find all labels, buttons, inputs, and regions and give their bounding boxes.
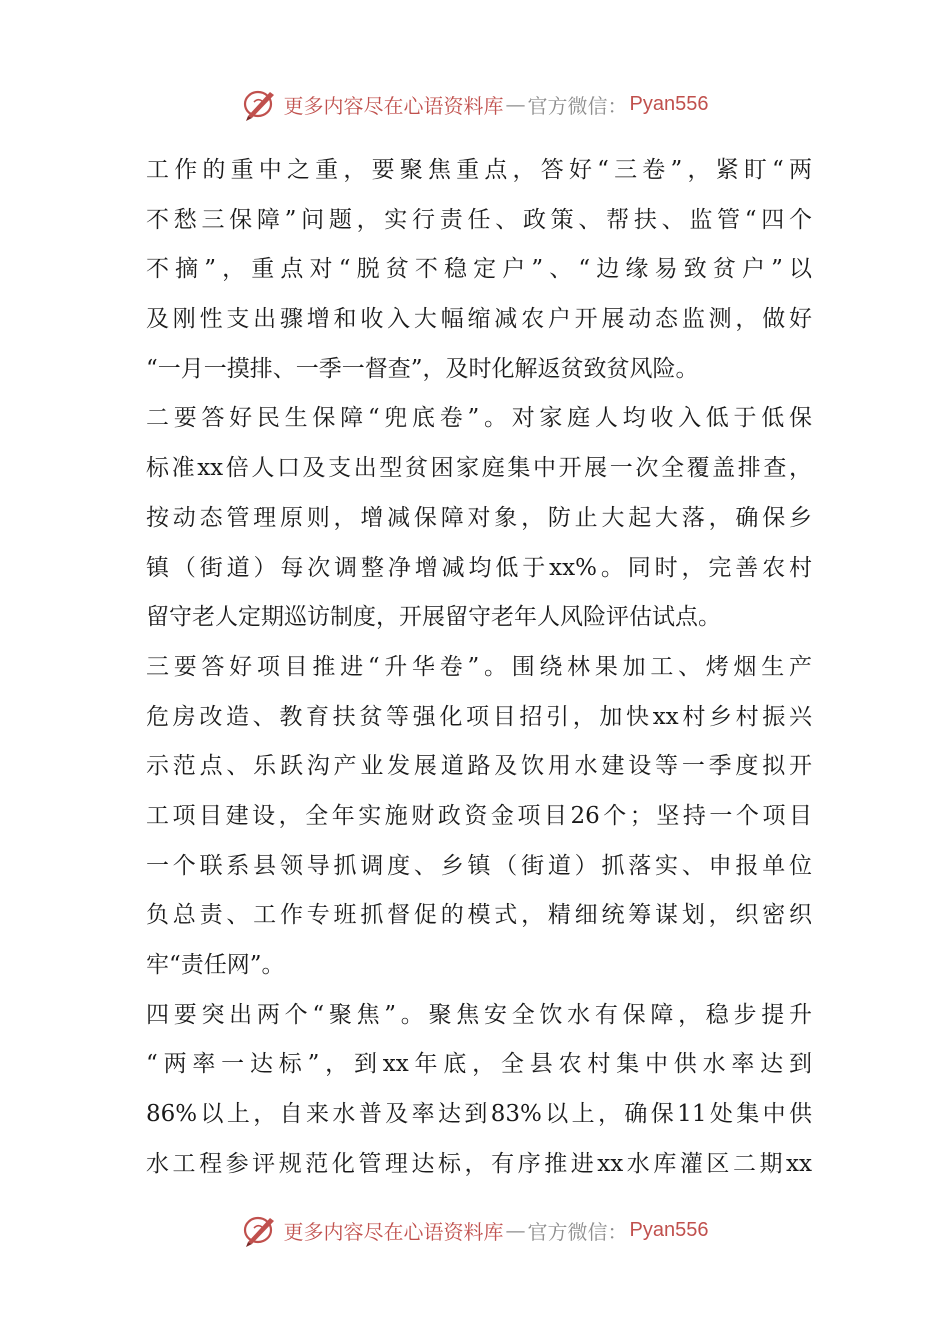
text-line: 不摘”，重点对“脱贫不稳定户”、“边缘易致贫户”以 — [146, 256, 812, 283]
header-dash: — — [505, 92, 526, 116]
text-line: 示范点、乐跃沟产业发展道路及饮用水建设等一季度拟开 — [146, 753, 812, 780]
text-line: 四要突出两个“聚焦”。聚焦安全饮水有保障，稳步提升 — [146, 1001, 812, 1028]
text-line: “两率一达标”，到xx年底，全县农村集中供水率达到 — [146, 1051, 812, 1078]
footer-official-label: 官方微信： — [527, 1219, 628, 1244]
text-line: 危房改造、教育扶贫等强化项目招引，加快xx村乡村振兴 — [146, 703, 812, 730]
header-official-label: 官方微信： — [527, 93, 628, 118]
text-line: “一月一摸排、一季一督查”，及时化解返贫致贫风险。 — [146, 355, 699, 382]
footer-site-name: 更多内容尽在心语资料库 — [283, 1219, 504, 1244]
footer-wechat-id: Pyan556 — [629, 1218, 709, 1241]
text-line: 工作的重中之重，要聚焦重点，答好“三卷”，紧盯“两 — [146, 157, 812, 183]
text-line: 86%以上，自来水普及率达到83%以上，确保11处集中供 — [146, 1101, 812, 1128]
text-line: 一个联系县领导抓调度、乡镇（街道）抓落实、申报单位 — [146, 852, 812, 879]
pen-logo-icon — [242, 1212, 278, 1248]
text-line: 按动态管理原则，增减保障对象，防止大起大落，确保乡 — [146, 504, 812, 531]
text-line: 及刚性支出骤增和收入大幅缩减农户开展动态监测，做好 — [146, 306, 812, 333]
text-line: 工项目建设，全年实施财政资金项目26个；坚持一个项目 — [146, 802, 812, 829]
text-line: 二要答好民生保障“兜底卷”。对家庭人均收入低于低保 — [146, 405, 812, 432]
footer-dash: — — [505, 1218, 526, 1242]
text-line: 标准xx倍人口及支出型贫困家庭集中开展一次全覆盖排查， — [146, 455, 812, 482]
text-line: 水工程参评规范化管理达标，有序推进xx水库灌区二期xx — [146, 1150, 812, 1177]
header-site-name: 更多内容尽在心语资料库 — [283, 93, 504, 118]
text-line: 不愁三保障”问题，实行责任、政策、帮扶、监管“四个 — [146, 206, 812, 233]
text-line: 镇（街道）每次调整净增减均低于xx%。同时，完善农村 — [146, 554, 812, 581]
header-watermark-banner — [0, 82, 950, 126]
document-body — [146, 146, 812, 1189]
text-line: 三要答好项目推进“升华卷”。围绕林果加工、烤烟生产 — [146, 653, 812, 680]
text-line: 负总责、工作专班抓督促的模式，精细统筹谋划，织密织 — [146, 902, 812, 929]
pen-logo-icon — [242, 86, 278, 122]
text-line: 留守老人定期巡访制度，开展留守老年人风险评估试点。 — [146, 604, 721, 631]
footer-watermark-banner — [0, 1208, 950, 1252]
text-line: 牢“责任网”。 — [146, 952, 285, 978]
header-wechat-id: Pyan556 — [629, 92, 709, 115]
